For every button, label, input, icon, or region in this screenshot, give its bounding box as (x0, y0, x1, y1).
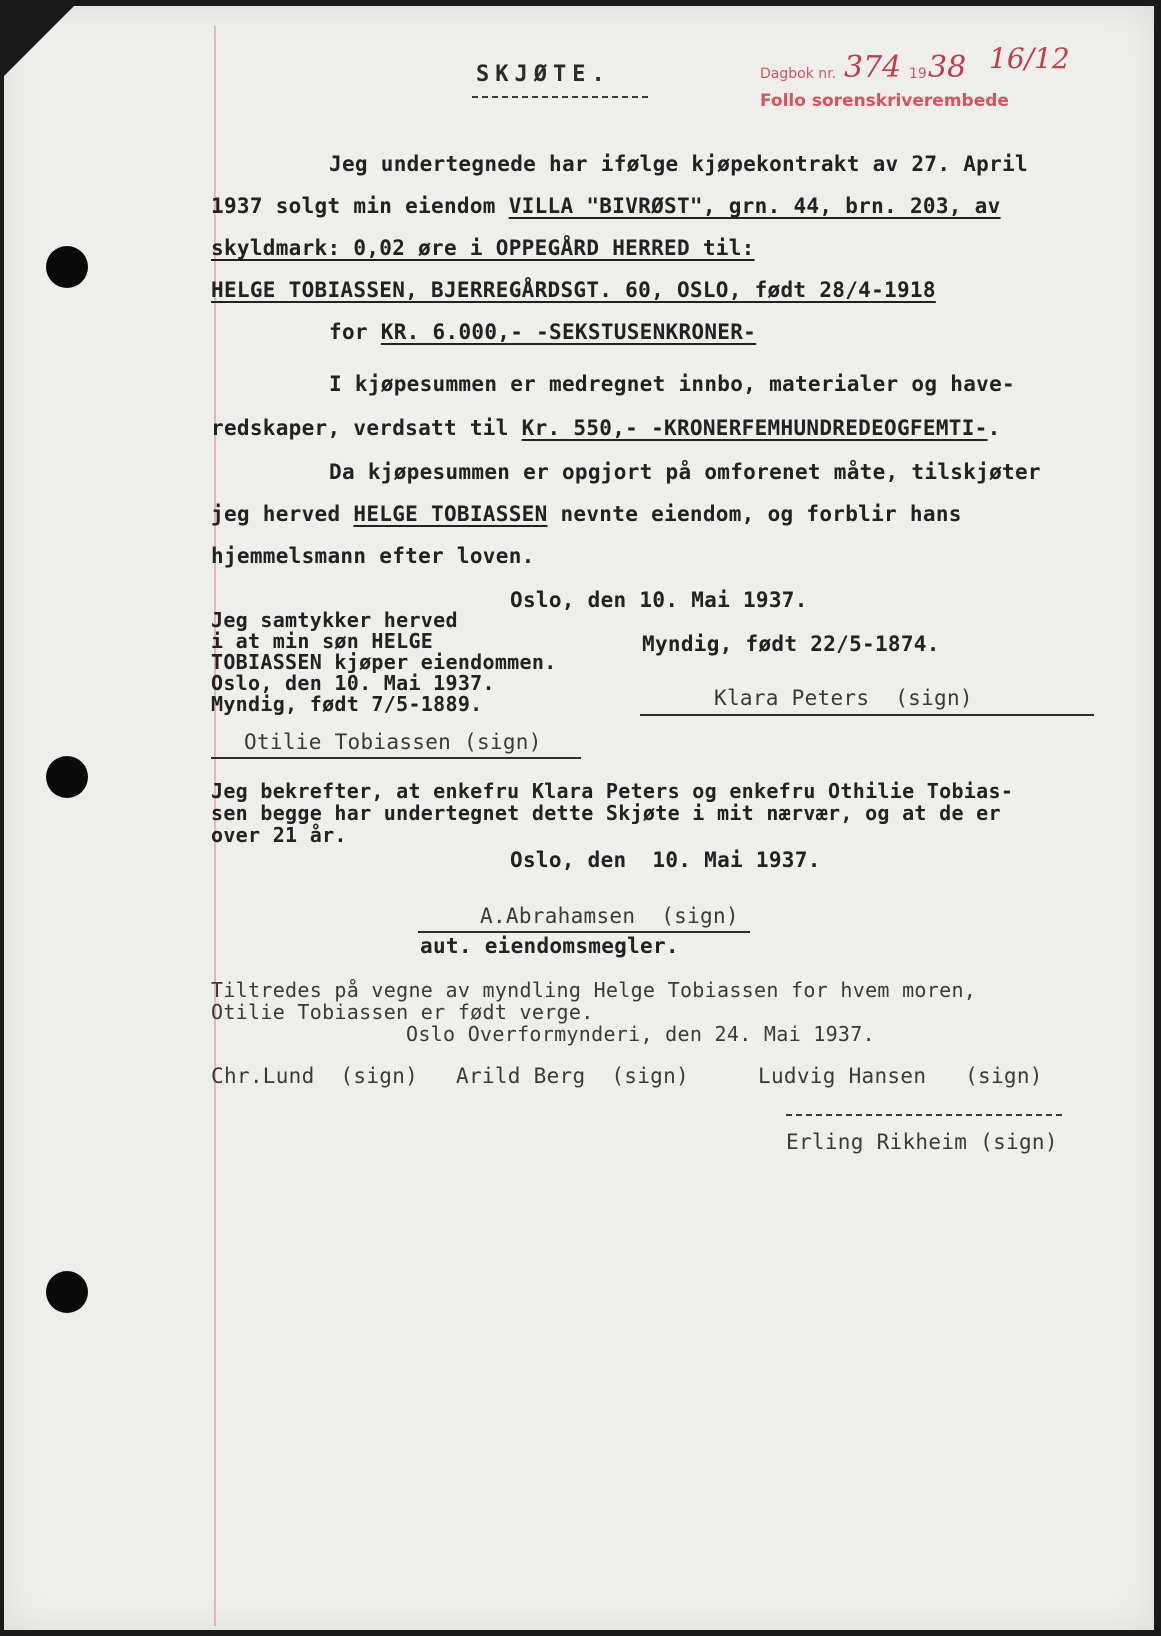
consent-line4: Oslo, den 10. Mai 1937. (211, 671, 495, 695)
abrahamsen-title: aut. eiendomsmegler. (420, 934, 679, 958)
stamp-number: 374 (844, 50, 902, 85)
signature-klara-peters: Klara Peters (sign) (714, 686, 973, 710)
para3-line2: jeg herved HELGE TOBIASSEN nevnte eiendom, og forblir hans (211, 502, 962, 526)
guardian-line3: Oslo Overformynderi, den 24. Mai 1937. (406, 1022, 875, 1046)
signature-berg: Arild Berg (sign) (456, 1064, 689, 1088)
signature-abrahamsen: A.Abrahamsen (sign) (480, 904, 739, 928)
para1-line3: skyldmark: 0,02 øre i OPPEGÅRD HERRED til: (211, 236, 755, 260)
place-date-1: Oslo, den 10. Mai 1937. (510, 588, 808, 612)
document-title: SKJØTE. (476, 62, 611, 87)
confirm-line2: sen begge har undertegnet dette Skjøte i mit nærvær, og at de er (211, 801, 1001, 825)
stamp-year: 38 (928, 50, 967, 85)
confirm-line3: over 21 år. (211, 823, 347, 847)
punch-hole-icon (46, 246, 88, 288)
signature-hansen: Ludvig Hansen (sign) (758, 1064, 1043, 1088)
signer-right-note: Myndig, født 22/5-1874. (642, 632, 940, 656)
para3-line1: Da kjøpesummen er opgjort på omforenet måte, tilskjøter (329, 460, 1041, 484)
consent-line2: i at min søn HELGE (211, 629, 434, 653)
folded-corner (4, 6, 74, 76)
stamp-year-prefix: 19 (909, 66, 927, 82)
signature-line-rikheim (786, 1114, 1062, 1116)
para2-line2: redskaper, verdsatt til Kr. 550,- -KRONERFEMHUNDREDEOGFEMTI-. (211, 416, 1001, 440)
para2-line1: I kjøpesummen er medregnet innbo, materialer og have- (329, 372, 1015, 396)
signature-rikheim: Erling Rikheim (sign) (786, 1130, 1058, 1154)
stamp-dagbok-label: Dagbok nr. (760, 66, 837, 82)
signature-otilie-tobiassen: Otilie Tobiassen (sign) (244, 730, 542, 754)
para1-line2: 1937 solgt min eiendom VILLA "BIVRØST", grn. 44, brn. 203, av (211, 194, 1001, 218)
title-underline (472, 96, 648, 98)
para1-line4: HELGE TOBIASSEN, BJERREGÅRDSGT. 60, OSLO, født 28/4-1918 (211, 278, 936, 302)
guardian-line1: Tiltredes på vegne av myndling Helge Tobiassen for hvem moren, (211, 978, 977, 1002)
para1-line5: for KR. 6.000,- -SEKSTUSENKRONER- (329, 320, 757, 344)
consent-line1: Jeg samtykker herved (211, 608, 458, 632)
punch-hole-icon (46, 1271, 88, 1313)
signature-line-klara (640, 714, 1094, 716)
consent-line3: TOBIASSEN kjøper eiendommen. (211, 650, 557, 674)
place-date-2: Oslo, den 10. Mai 1937. (510, 848, 821, 872)
consent-line5: Myndig, født 7/5-1889. (211, 692, 483, 716)
signature-lund: Chr.Lund (sign) (211, 1064, 419, 1088)
stamp-date: 16/12 (989, 42, 1070, 75)
confirm-line1: Jeg bekrefter, at enkefru Klara Peters og enkefru Othilie Tobias- (211, 779, 1014, 803)
signature-line-abrahamsen (418, 931, 750, 933)
guardian-line2: Otilie Tobiassen er født verge. (211, 1000, 594, 1024)
para3-line3: hjemmelsmann efter loven. (211, 544, 535, 568)
stamp-office: Follo sorenskriverembede (760, 91, 1009, 111)
signature-line-otilie (211, 757, 581, 759)
para1-line1: Jeg undertegnede har ifølge kjøpekontrakt av 27. April (329, 152, 1028, 176)
punch-hole-icon (46, 756, 88, 798)
document-page (4, 6, 1154, 1630)
